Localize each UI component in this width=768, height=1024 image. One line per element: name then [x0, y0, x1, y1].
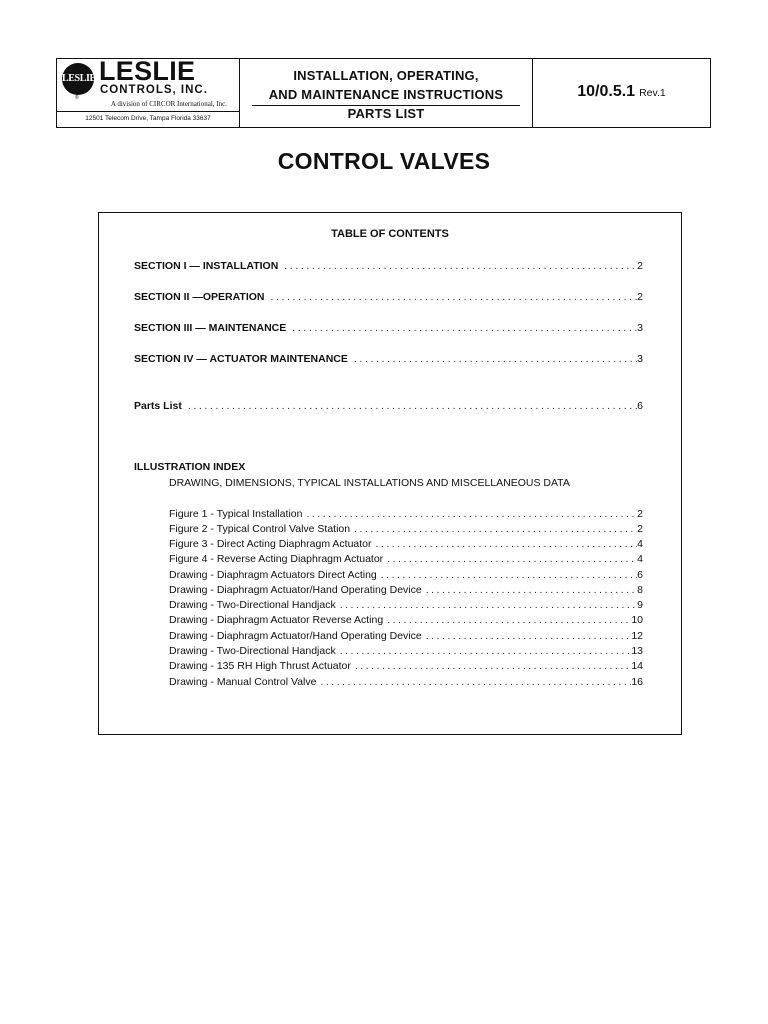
drawing-label: Drawing - Diaphragm Actuator/Hand Operating Device: [169, 630, 422, 642]
drawing-entry[interactable]: [169, 569, 643, 581]
leader-dots: [302, 508, 637, 520]
drawing-page: 13: [631, 645, 643, 657]
drawing-page: 9: [637, 599, 643, 611]
toc-entry-page: 2: [637, 291, 643, 303]
toc-entry-page: 3: [637, 322, 643, 334]
company-name: LESLIE: [99, 56, 196, 86]
document-header: [56, 58, 711, 128]
leader-dots: [336, 645, 632, 657]
drawing-label: Drawing - Diaphragm Actuator Reverse Acting: [169, 614, 384, 626]
document-number: [533, 83, 710, 101]
title-line-1: INSTALLATION, OPERATING,: [293, 68, 479, 83]
toc-entry-label: Parts List: [134, 400, 182, 412]
leader-dots: [286, 322, 637, 334]
drawing-entry[interactable]: [169, 584, 643, 596]
toc-entry-label: SECTION IV — ACTUATOR MAINTENANCE: [134, 353, 348, 365]
toc-entry-section-1[interactable]: [134, 260, 643, 272]
document-title-block: [240, 59, 533, 127]
toc-entry-section-2[interactable]: [134, 291, 643, 303]
leader-dots: [316, 676, 631, 688]
drawing-page: 8: [637, 584, 643, 596]
drawing-label: Drawing - Two-Directional Handjack: [169, 599, 336, 611]
toc-entry-page: 2: [637, 260, 643, 272]
leader-dots: [383, 614, 631, 626]
figure-label: Figure 1 - Typical Installation: [169, 508, 303, 520]
company-address: 12501 Telecom Drive, Tampa Florida 33637: [85, 115, 211, 122]
leslie-logo-icon: LESLIE: [62, 63, 94, 95]
toc-title: TABLE OF CONTENTS: [331, 228, 449, 240]
figure-entry[interactable]: [169, 508, 643, 520]
toc-entry-page: 6: [637, 400, 643, 412]
revision-label: Rev.1: [639, 87, 666, 99]
leader-dots: [422, 584, 637, 596]
leader-dots: [278, 260, 637, 272]
drawing-label: Drawing - Diaphragm Actuators Direct Acting: [169, 569, 377, 581]
company-division: A division of CIRCOR International, Inc.: [110, 100, 227, 108]
leader-dots: [350, 523, 637, 535]
leader-dots: [351, 660, 631, 672]
drawing-label: Drawing - Diaphragm Actuator/Hand Operating Device: [169, 584, 422, 596]
illustration-index-heading: ILLUSTRATION INDEX: [134, 461, 246, 473]
page-title: CONTROL VALVES: [277, 148, 491, 174]
toc-entry-section-3[interactable]: [134, 322, 643, 334]
title-line-3: PARTS LIST: [347, 106, 425, 121]
drawing-page: 16: [631, 676, 643, 688]
address-divider: [57, 111, 239, 112]
figure-page: 2: [637, 523, 643, 535]
drawing-entry[interactable]: [169, 599, 643, 611]
drawing-entry[interactable]: [169, 676, 643, 688]
figure-entry[interactable]: [169, 553, 643, 565]
leader-dots: [348, 353, 637, 365]
leader-dots: [264, 291, 637, 303]
figure-page: 2: [637, 508, 643, 520]
figure-label: Figure 2 - Typical Control Valve Station: [169, 523, 351, 535]
toc-entry-label: SECTION I — INSTALLATION: [134, 260, 279, 272]
drawing-label: Drawing - 135 RH High Thrust Actuator: [169, 660, 351, 672]
document-number-block: [533, 59, 710, 127]
toc-entry-label: SECTION III — MAINTENANCE: [134, 322, 287, 334]
company-logo-block: [57, 56, 240, 127]
figure-label: Figure 4 - Reverse Acting Diaphragm Actuator: [169, 553, 384, 565]
leader-dots: [336, 599, 637, 611]
leader-dots: [372, 538, 638, 550]
drawing-entry[interactable]: [169, 614, 643, 626]
drawing-label: Drawing - Manual Control Valve: [169, 676, 317, 688]
table-of-contents: [98, 212, 682, 735]
figure-entry[interactable]: [169, 523, 643, 535]
leader-dots: [422, 630, 632, 642]
drawing-page: 6: [637, 569, 643, 581]
drawing-entry[interactable]: [169, 660, 643, 672]
drawing-entry[interactable]: [169, 645, 643, 657]
leader-dots: [383, 553, 637, 565]
figure-page: 4: [637, 538, 643, 550]
figure-page: 4: [637, 553, 643, 565]
toc-entry-section-4[interactable]: [134, 353, 643, 365]
drawing-page: 10: [631, 614, 643, 626]
trademark-mark: ®: [75, 95, 79, 101]
drawing-label: Drawing - Two-Directional Handjack: [169, 645, 336, 657]
figure-entry[interactable]: [169, 538, 643, 550]
title-line-2: AND MAINTENANCE INSTRUCTIONS: [268, 87, 504, 102]
leader-dots: [182, 400, 637, 412]
toc-entry-label: SECTION II —OPERATION: [134, 291, 265, 303]
drawing-entry[interactable]: [169, 630, 643, 642]
toc-entry-page: 3: [637, 353, 643, 365]
drawing-page: 14: [631, 660, 643, 672]
toc-entry-parts-list[interactable]: [134, 400, 643, 412]
leader-dots: [377, 569, 637, 581]
figure-label: Figure 3 - Direct Acting Diaphragm Actuator: [169, 538, 372, 550]
doc-number-value: 10/0.5.1: [577, 83, 636, 100]
illustration-index-subheading: DRAWING, DIMENSIONS, TYPICAL INSTALLATIONS AND MISCELLANEOUS DATA: [169, 477, 570, 489]
drawing-page: 12: [631, 630, 643, 642]
company-subtitle: CONTROLS, INC.: [100, 84, 208, 96]
